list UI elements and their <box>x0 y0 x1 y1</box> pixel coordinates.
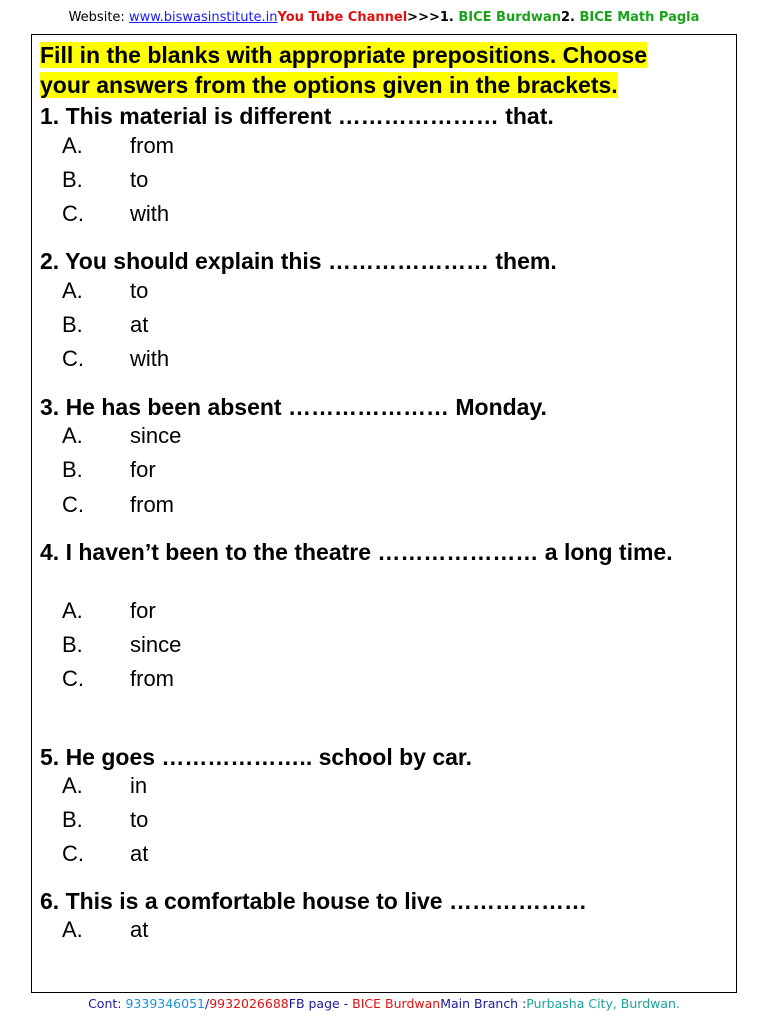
option-letter: A. <box>62 423 83 448</box>
question-6: 6. This is a comfortable house to live ……………… <box>40 888 587 914</box>
option-letter: A. <box>62 773 83 798</box>
option-letter: A. <box>62 133 83 158</box>
option-letter: A. <box>62 278 83 303</box>
page-footer <box>0 996 768 1011</box>
option-letter: C. <box>62 492 84 517</box>
option-letter: B. <box>62 312 83 337</box>
branch-label: Main Branch : <box>440 996 527 1011</box>
option-text: from <box>130 492 174 517</box>
channel-arrows: >>>1. <box>407 10 459 25</box>
website-label: Website: <box>68 10 129 25</box>
option-letter: C. <box>62 666 84 691</box>
option-text: from <box>130 666 174 691</box>
option-letter: B. <box>62 167 83 192</box>
question-2: 2. You should explain this ………………… them. <box>40 248 557 274</box>
option-letter: C. <box>62 201 84 226</box>
option-letter: B. <box>62 632 83 657</box>
contact-label: Cont: <box>88 996 126 1011</box>
option-letter: C. <box>62 346 84 371</box>
question-5: 5. He goes ……………….. school by car. <box>40 744 473 770</box>
channel-sep: 2. <box>560 10 580 25</box>
option-text: since <box>130 632 182 657</box>
option-text: in <box>130 773 148 798</box>
option-letter: C. <box>62 841 84 866</box>
option-text: with <box>130 201 170 226</box>
option-text: to <box>130 807 149 832</box>
channel-1[interactable]: BICE Burdwan <box>458 10 561 25</box>
youtube-label: You Tube Channel <box>277 10 408 25</box>
option-letter: B. <box>62 457 83 482</box>
page-header <box>0 10 768 25</box>
option-text: for <box>130 598 156 623</box>
option-text: since <box>130 423 182 448</box>
option-text: at <box>130 917 149 942</box>
option-text: to <box>130 167 149 192</box>
option-letter: A. <box>62 598 83 623</box>
option-text: with <box>130 346 170 371</box>
option-text: for <box>130 457 156 482</box>
instructions-line-1: Fill in the blanks with appropriate prepositions. Choose <box>40 42 648 68</box>
option-text: at <box>130 312 149 337</box>
phone-2[interactable]: 9932026688 <box>209 996 289 1011</box>
channel-2[interactable]: BICE Math Pagla <box>579 10 700 25</box>
instructions-line-2: your answers from the options given in the brackets. <box>40 72 618 98</box>
question-3: 3. He has been absent ………………… Monday. <box>40 394 547 420</box>
instructions <box>40 40 730 100</box>
question-1: 1. This material is different ………………… that. <box>40 103 554 129</box>
branch-address: Purbasha City, Burdwan. <box>526 996 680 1011</box>
option-letter: B. <box>62 807 83 832</box>
fb-page-name[interactable]: BICE Burdwan <box>352 996 441 1011</box>
option-text: from <box>130 133 174 158</box>
phone-1[interactable]: 9339346051 <box>125 996 205 1011</box>
phone-separator: / <box>205 996 210 1011</box>
option-text: at <box>130 841 149 866</box>
website-link[interactable]: www.biswasinstitute.in <box>128 10 278 25</box>
question-4: 4. I haven’t been to the theatre ………………… a long time. <box>40 539 673 565</box>
option-letter: A. <box>62 917 83 942</box>
option-text: to <box>130 278 149 303</box>
fb-label: FB page - <box>288 996 353 1011</box>
